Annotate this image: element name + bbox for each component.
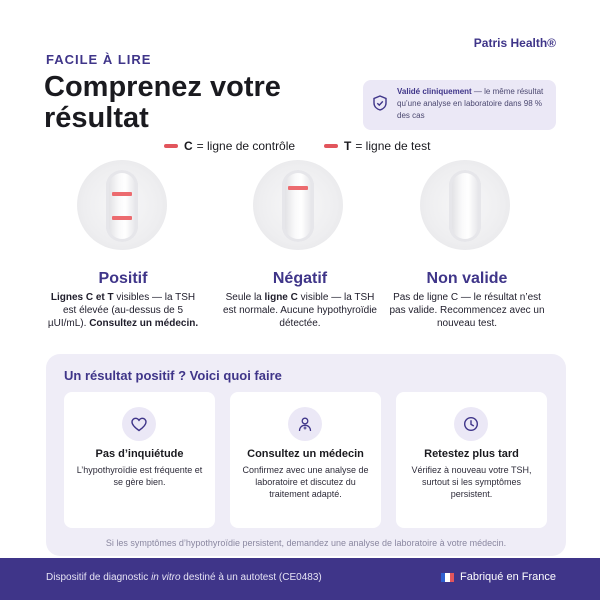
step-desc: L’hypothyroïdie est fréquente et se gère bien. xyxy=(76,465,203,487)
desc-strong: Consultez un médecin. xyxy=(89,318,199,329)
badge-strong: Validé cliniquement xyxy=(397,87,472,96)
step-card-no-worry xyxy=(64,392,215,528)
legend-t-letter: T xyxy=(344,139,352,153)
step-title: Pas d’inquiétude xyxy=(95,448,184,460)
heart-icon xyxy=(122,407,156,441)
test-line-swatch xyxy=(324,144,338,148)
made-in-france xyxy=(441,571,556,583)
france-flag-icon xyxy=(441,573,454,582)
footer-disclaimer xyxy=(46,572,322,583)
made-in-label: Fabriqué en France xyxy=(460,571,556,583)
panel-title: Un résultat positif ? Voici quoi faire xyxy=(64,368,282,383)
legend-c-text: = ligne de contrôle xyxy=(196,139,296,153)
step-desc: Vérifiez à nouveau votre TSH, surtout si les symptômes persistent. xyxy=(411,465,532,499)
clinical-badge xyxy=(363,80,556,130)
legend-t-text: = ligne de test xyxy=(355,139,431,153)
positive-test-cassette xyxy=(77,160,167,250)
result-positive-desc xyxy=(43,291,203,330)
next-steps-panel xyxy=(46,354,566,556)
desc-text: visible — la TSH est normale. Aucune hypothyroïdie détectée. xyxy=(223,292,377,329)
disclaimer-text: Dispositif de diagnostic xyxy=(46,572,152,583)
page-title: Comprenez votre résultat xyxy=(44,71,281,134)
clock-icon xyxy=(454,407,488,441)
disclaimer-text: destiné à un autotest (CE0483) xyxy=(180,572,322,583)
step-title: Retestez plus tard xyxy=(424,448,519,460)
step-card-consult-doctor xyxy=(230,392,381,528)
result-invalid-desc: Pas de ligne C — le résultat n’est pas valide. Recommencez avec un nouveau test. xyxy=(389,292,545,329)
legend-c-letter: C xyxy=(184,139,193,153)
test-line xyxy=(112,216,132,220)
invalid-test-cassette xyxy=(420,160,510,250)
negative-test-cassette xyxy=(253,160,343,250)
desc-text: visibles — la TSH est élevée (au-dessus de 5 µUI/mL). xyxy=(47,292,196,329)
step-card-retest xyxy=(396,392,547,528)
control-line-swatch xyxy=(164,144,178,148)
legend-control-line xyxy=(164,139,295,153)
shield-check-icon xyxy=(373,95,387,115)
control-line xyxy=(112,192,132,196)
doctor-icon xyxy=(288,407,322,441)
step-desc: Confirmez avec une analyse de laboratoire et discutez du traitement adapté. xyxy=(242,465,369,499)
result-negative-title: Négatif xyxy=(272,270,328,287)
disclaimer-italic: in vitro xyxy=(151,572,181,583)
desc-strong: ligne C xyxy=(264,292,298,303)
result-positive-title: Positif xyxy=(98,270,148,287)
result-negative-desc xyxy=(220,291,380,330)
footer-bar xyxy=(0,558,600,600)
result-window xyxy=(449,170,481,242)
desc-text: Seule la xyxy=(225,292,265,303)
legend-test-line xyxy=(324,139,430,153)
result-window xyxy=(282,170,314,242)
control-line xyxy=(288,186,308,190)
desc-strong: Lignes C et T xyxy=(50,292,114,303)
line-legend xyxy=(0,139,600,155)
eyebrow: FACILE À LIRE xyxy=(46,52,152,67)
step-title: Consultez un médecin xyxy=(247,448,364,460)
badge-text: — le même résultat qu’une analyse en laboratoire dans 98 % des cas xyxy=(397,87,544,120)
result-invalid-title: Non valide xyxy=(426,270,508,287)
result-window xyxy=(106,170,138,242)
panel-note: Si les symptômes d’hypothyroïdie persistent, demandez une analyse de laboratoire à votre médecin. xyxy=(105,538,507,548)
brand-logo: Patris Health® xyxy=(473,36,556,50)
